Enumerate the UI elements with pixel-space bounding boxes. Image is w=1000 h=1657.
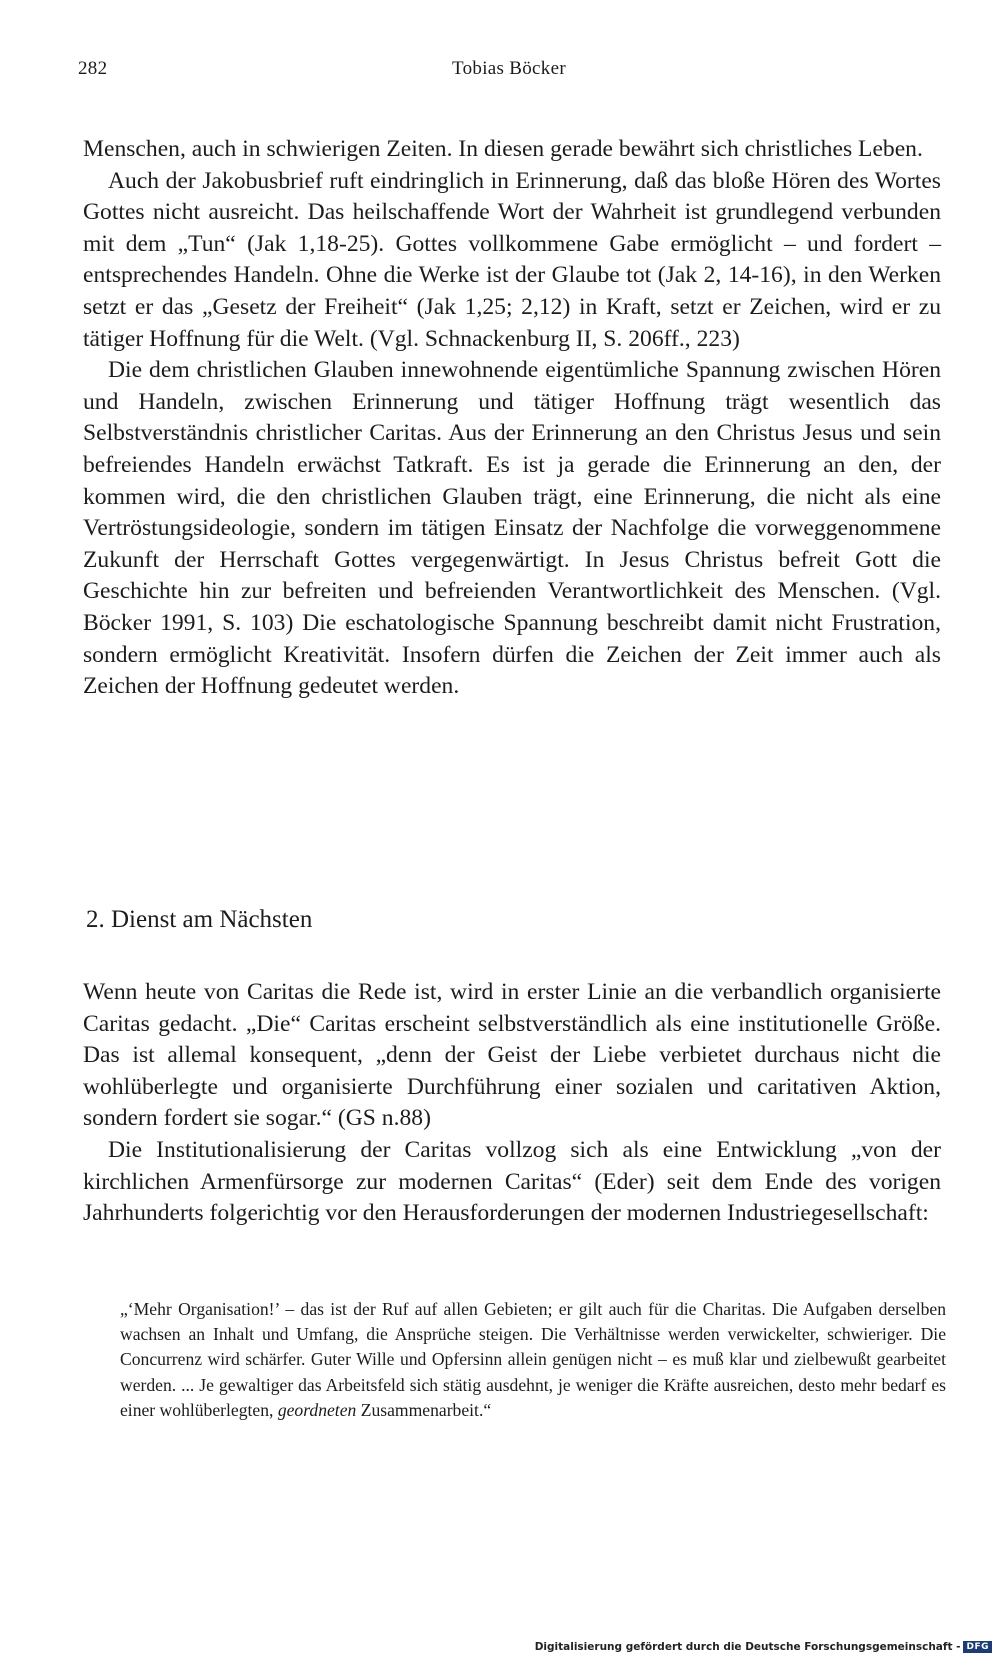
body-text-section (83, 977, 941, 1230)
quote-text: „‘Mehr Organisation!’ – das ist der Ruf auf allen Gebieten; er gilt auch für die Charitas. Die Aufgaben derselben wachsen an Inhalt und Umfang, die Ansprüche steigen. Die Verhältnisse werden verwickelter, schwieriger. Die Concurrenz wird schärfer. Guter Wille und Opfersinn allein genügen nicht – es muß klar und zielbewußt gearbeitet werden. ... Je gewaltiger das Arbeitsfeld sich stätig ausdehnt, je weniger die Kräfte ausreichen, desto mehr bedarf es einer wohlüberlegten, (120, 1299, 946, 1420)
body-text-top (83, 134, 941, 703)
running-head-author: Tobias Böcker (452, 58, 566, 79)
paragraph-continuation: Menschen, auch in schwierigen Zeiten. In diesen gerade bewährt sich christliches Leben. (83, 136, 923, 162)
paragraph-jakobusbrief: Auch der Jakobusbrief ruft eindringlich in Erinnerung, daß das bloße Hören des Wortes Gottes nicht ausreicht. Das heilschaffende Wort der Wahrheit ist grundlegend verbunden mit dem „Tun“ (Jak 1,18-25). Gottes vollkommene Gabe ermöglicht – und fordert – entsprechendes Handeln. Ohne die Werke ist der Glaube tot (Jak 2, 14-16), in den Werken setzt er das „Gesetz der Freiheit“ (Jak 1,25; 2,12) in Kraft, setzt er Zeichen, wird er zu tätiger Hoffnung für die Welt. (Vgl. Schnackenburg II, S. 206ff., 223) (83, 167, 941, 352)
quote-emphasis: geordneten (277, 1399, 357, 1420)
section-heading: 2. Dienst am Nächsten (86, 906, 313, 933)
quote-text-end: Zusammenarbeit.“ (360, 1399, 492, 1420)
paragraph-caritas: Wenn heute von Caritas die Rede ist, wird in erster Linie an die verbandlich organisierte Caritas gedacht. „Die“ Caritas erscheint selbstverständlich als eine institutionelle Größe. Das ist allemal konsequent, „denn der Geist der Liebe verbietet durchaus nicht die wohlüberlegte und organisierte Durchführung einer sozialen und caritativen Aktion, sondern fordert sie sogar.“ (GS n.88) (83, 979, 941, 1132)
dfg-logo: DFG (963, 1641, 992, 1653)
credit-text: Digitalisierung gefördert durch die Deutsche Forschungsgemeinschaft - (534, 1641, 961, 1653)
paragraph-spannung: Die dem christlichen Glauben innewohnende eigentümliche Spannung zwischen Hören und Handeln, zwischen Erinnerung und tätiger Hoffnung trägt wesentlich das Selbstverständnis christlicher Caritas. Aus der Erinnerung an den Christus Jesus und sein befreiendes Handeln erwächst Tatkraft. Es ist ja gerade die Erinnerung an den, der kommen wird, die den christlichen Glauben trägt, eine Erinnerung, die nicht als eine Vertröstungsideologie, sondern im tätigen Einsatz der Nachfolge die vorweggenommene Zukunft der Herrschaft Gottes vergegenwärtigt. In Jesus Christus befreit Gott die Geschichte hin zur befreiten und befreienden Verantwortlichkeit des Menschen. (Vgl. Böcker 1991, S. 103) Die eschatologische Spannung beschreibt damit nicht Frustration, sondern ermöglicht Kreativität. Insofern dürfen die Zeichen der Zeit immer auch als Zeichen der Hoffnung gedeutet werden. (83, 357, 941, 700)
block-quote (120, 1297, 946, 1423)
page-header (78, 58, 940, 86)
page-number: 282 (78, 58, 108, 79)
paragraph-institutionalisierung: Die Institutionalisierung der Caritas vollzog sich als eine Entwicklung „von der kirchlichen Armenfürsorge zur modernen Caritas“ (Eder) seit dem Ende des vorigen Jahrhunderts folgerichtig vor den Herausforderungen der modernen Industriegesellschaft: (83, 1136, 941, 1227)
digitization-credit (535, 1641, 992, 1653)
